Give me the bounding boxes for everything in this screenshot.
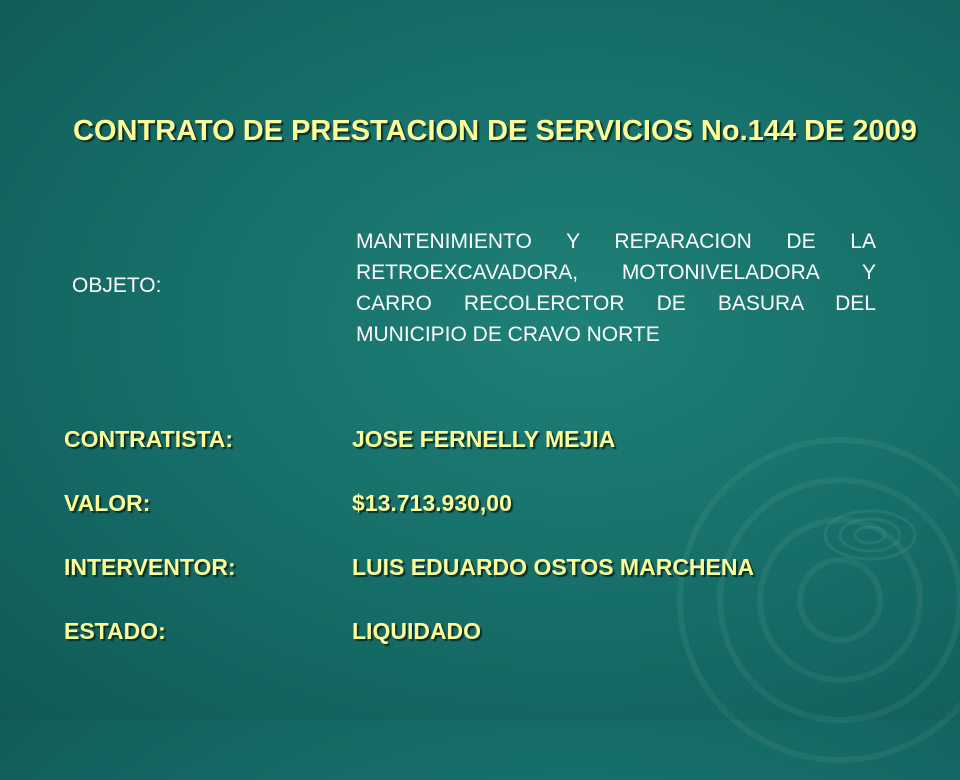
- objeto-description: MANTENIMIENTO Y REPARACION DE LA RETROEXCAVADORA, MOTONIVELADORA Y CARRO RECOLERCTOR DE BASURA DEL MUNICIPIO DE CRAVO NORTE: [356, 230, 876, 346]
- field-row-contratista: [64, 426, 924, 490]
- field-label: VALOR:: [64, 490, 151, 516]
- contract-fields: [64, 426, 924, 682]
- field-value: $13.713.930,00: [352, 490, 512, 516]
- field-label: CONTRATISTA:: [64, 426, 234, 452]
- field-label: ESTADO:: [64, 618, 166, 644]
- objeto-label: OBJETO:: [72, 274, 162, 297]
- slide-title: CONTRATO DE PRESTACION DE SERVICIOS No.144 DE 2009: [73, 115, 917, 147]
- field-row-interventor: [64, 554, 924, 618]
- field-label: INTERVENTOR:: [64, 554, 236, 580]
- field-row-valor: [64, 490, 924, 554]
- field-value: LUIS EDUARDO OSTOS MARCHENA: [352, 554, 755, 580]
- field-value: LIQUIDADO: [352, 618, 482, 644]
- field-row-estado: [64, 618, 924, 682]
- field-value: JOSE FERNELLY MEJIA: [352, 426, 616, 452]
